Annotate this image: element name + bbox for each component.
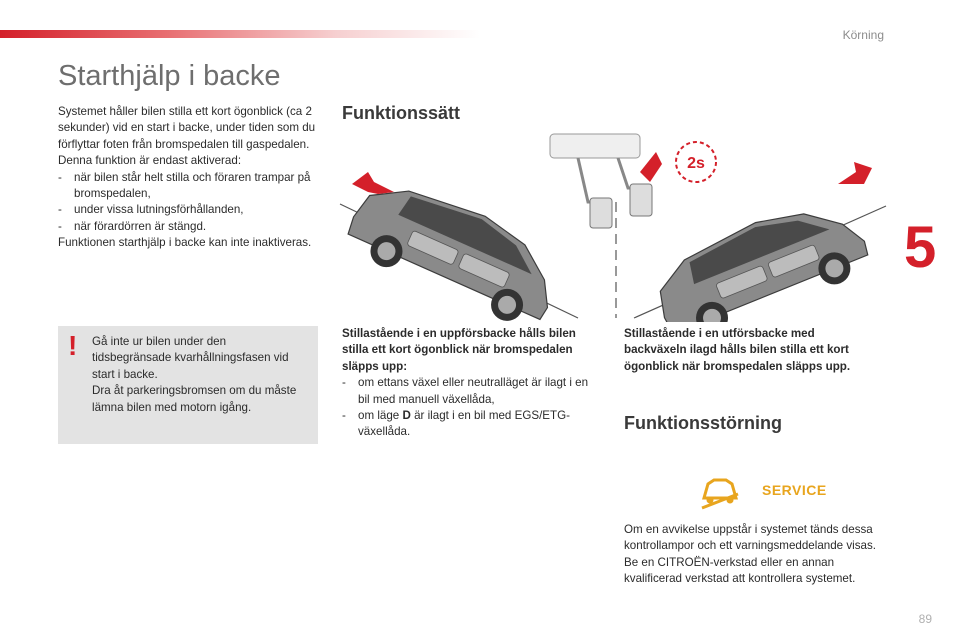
intro-bullet: - när bilen står helt stilla och föraren trampar på bromspedalen, [58,170,311,201]
service-warning-lamp-label: SERVICE [762,482,827,498]
pedals-icon [550,134,662,228]
heading-funktionssatt: Funktionssätt [342,103,461,123]
intro-bullet: - under vissa lutningsförhållanden, [58,203,244,217]
exclamation-icon: ! [68,330,78,361]
warning-box [58,326,318,444]
section-label: Körning [842,28,884,42]
intro-condition-lead: Denna funktion är endast aktiverad: [58,154,242,168]
intro-paragraph: Systemet håller bilen stilla ett kort ögonblick (ca 2 sekunder) vid en start i backe, under tiden som du förflyttar foten från bromspedalen till gaspedalen. [58,105,316,151]
forward-arrow-icon [838,162,872,184]
malfunction-text: Om en avvikelse uppstår i systemet tänds dessa kontrollampor och ett varningsmeddelande visas. Be en CITROËN-verkstad eller en annan kvalificerad verkstad att kontrollera systemet. [624,523,876,586]
intro-note: Funktionen starthjälp i backe kan inte inaktiveras. [58,236,312,250]
downhill-car-icon [644,187,875,322]
page-title: Starthjälp i backe [58,60,281,92]
header-accent-bar [0,30,480,38]
heading-funktionsstorning: Funktionsstörning [624,413,782,433]
timer-label: 2s [687,155,705,172]
backward-arrow-icon [352,172,394,194]
chapter-number: 5 [904,215,937,280]
hill-start-illustration [338,132,894,322]
uphill-bullet: - om läge D är ilagt i en bil med EGS/ETG-växellåda. [342,409,570,439]
timer-icon [676,142,716,182]
uphill-bullet: - om ettans växel eller neutralläget är ilagt i en bil med manuell växellåda, [342,376,589,406]
hill-assist-warning-lamp-icon [700,474,740,510]
warning-text: Gå inte ur bilen under den tidsbegränsade kvarhållningsfasen vid start i backe. Dra åt parkeringsbromsen om du måste lämna bilen med motorn igång. [92,335,297,414]
intro-text [58,104,320,252]
downhill-caption: Stillastående i en utförsbacke med backväxeln ilagd hålls bilen stilla ett kort ögonblick när bromspedalen släpps upp. [624,327,851,373]
page-number: 89 [918,612,932,626]
uphill-caption: Stillastående i en uppförsbacke hålls bilen stilla ett kort ögonblick när bromspedalen släpps upp: - om ettans växel eller neutralläget är ilagt i en bil med manuell växellåda, - om läge D är ilagt i en bil med EGS/ETG-växellåda. [342,326,598,441]
intro-bullet: - när förardörren är stängd. [58,219,207,233]
